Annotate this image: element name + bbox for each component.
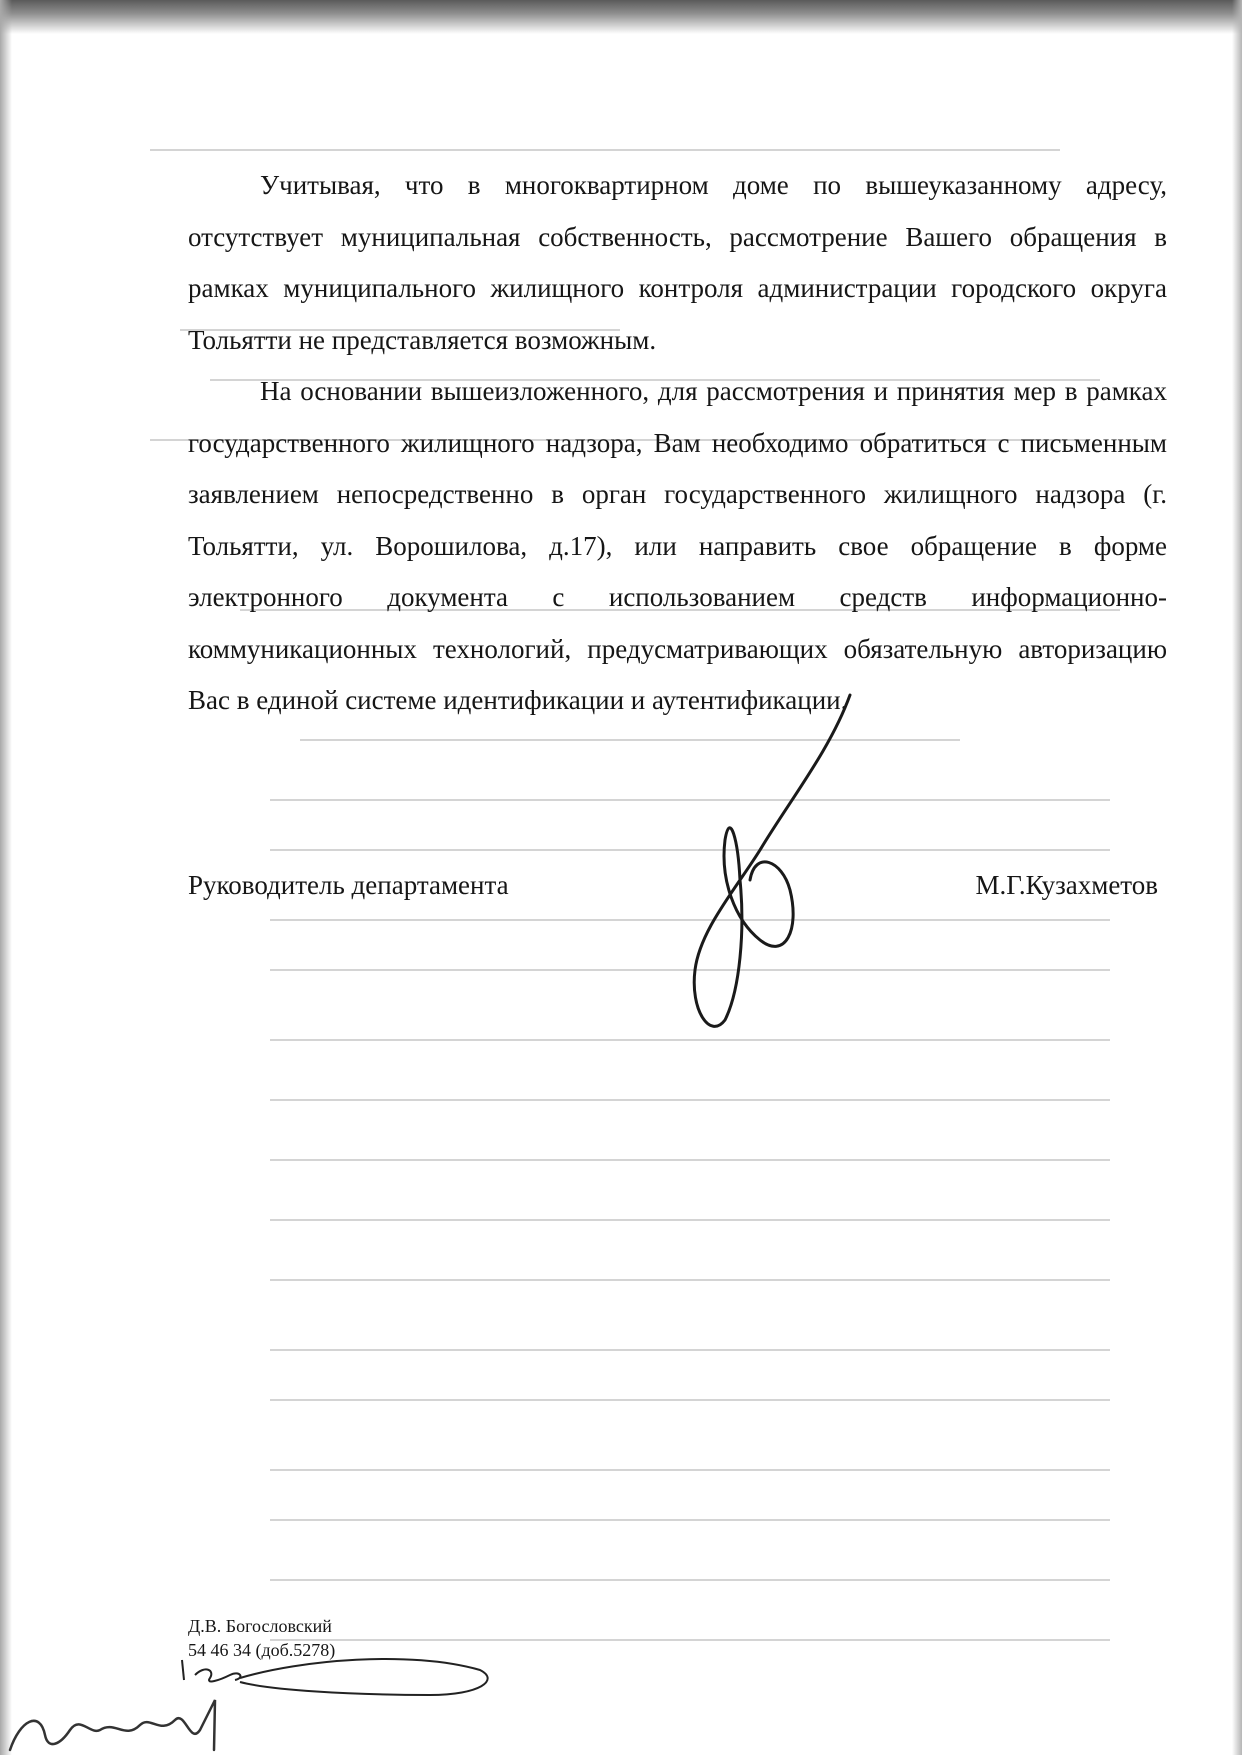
executor-name: Д.В. Богословский [188, 1616, 332, 1636]
scan-edge-top [0, 0, 1242, 34]
handwritten-note [0, 1690, 230, 1755]
executor-phone: 54 46 34 (доб.5278) [188, 1640, 336, 1660]
signatory-name: М.Г.Кузахметов [975, 870, 1158, 900]
scan-edge-right [1232, 0, 1242, 1755]
signatory-title: Руководитель департамента [188, 870, 509, 900]
paragraph-2: На основании вышеизложенного, для рассмотрения и принятия мер в рамках государственного жилищного надзора, Вам необходимо обратиться с письменным заявлением непосредственно в орган государственного жилищного надзора (г. Тольятти, ул. Ворошилова, д.17), или направить свое обращение в форме электронного документа с использованием средств информационно-коммуникационных технологий, предусматривающих обязательную авторизацию Вас в единой системе идентификации и аутентификации. [188, 376, 1167, 715]
letter-body [188, 160, 1167, 727]
handwritten-signature [640, 690, 900, 1050]
paragraph-1: Учитывая, что в многоквартирном доме по вышеуказанному адресу, отсутствует муниципальная собственность, рассмотрение Вашего обращения в рамках муниципального жилищного контроля администрации городского округа Тольятти не представляется возможным. [188, 170, 1167, 355]
scan-edge-left [0, 0, 12, 1755]
